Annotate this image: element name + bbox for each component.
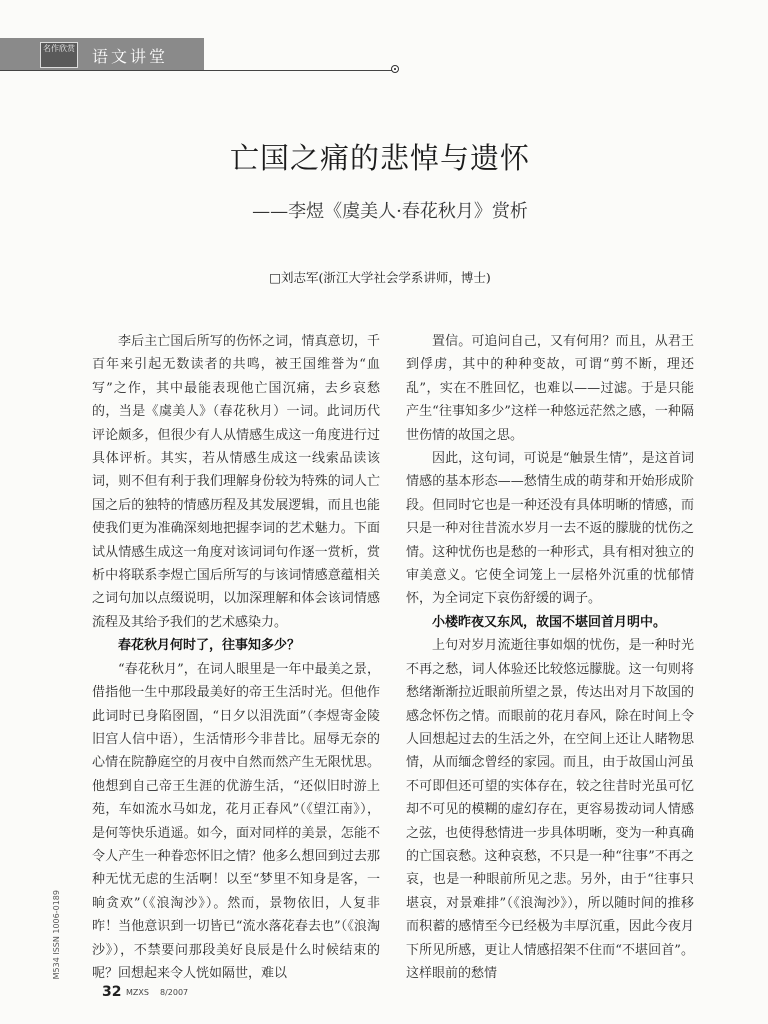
paragraph: 李后主亡国后所写的伤怀之词，情真意切，千百年来引起无数读者的共鸣，被王国维誉为“血写”之作，其中最能表现他亡国沉痛，去乡哀愁的，当是《虞美人》（春花秋月）一词。此词历代评论颇多，但很少有人从情感生成这一角度进行过具体评析。其实，若从情感生成这一线索品读该词，则不但有利于我们理解身份较为特殊的词人亡国之后的独特的情感历程及其发展逻辑，而且也能使我们更为准确深刻地把握李词的艺术魅力。下面试从情感生成这一角度对该词词句作逐一赏析，赏析中将联系李煜亡国后所写的与该词情感意蕴相关之词句加以点缀说明，以加深理解和体会该词情感流程及其给予我们的艺术感染力。: [92, 334, 380, 630]
left-column: [92, 330, 380, 985]
section-heading: 春花秋月何时了，往事知多少？: [118, 638, 301, 654]
article-title: 亡国之痛的悲悼与遗怀: [229, 141, 530, 175]
page-number: 32: [102, 984, 122, 1000]
section-heading: 小楼昨夜又东风，故国不堪回首月明中。: [432, 614, 667, 630]
issn-label: M534 ISSN 1006-0189: [52, 890, 61, 980]
journal-abbreviation: MZXS: [126, 988, 149, 997]
paragraph: 上句对岁月流逝往事如烟的忧伤，是一种时光不再之愁，词人体验还比较悠远朦胧。这一句则将愁绪渐渐拉近眼前所望之景，传达出对月下故国的感念怀伤之情。而眼前的花月春风，除在时间上令人回想起过去的生活之外，在空间上还让人睹物思情，从而缅念曾经的家园。而且，由于故国山河虽不可即但还可望的实体存在，较之往昔时光虽可忆却不可见的模糊的虚幻存在，更容易拨动词人情感之弦，也使得愁情进一步具体明晰，变为一种真确的亡国哀愁。这种哀愁，不只是一种“往事”不再之哀，也是一种眼前所见之悲。另外，由于“往事只堪哀，对景难排”（《浪淘沙》），所以随时间的推移而积蓄的感情至今已经极为丰厚沉重，因此今夜月下所见所感，更让人情感招架不住而“不堪回首”。这样眼前的愁情: [406, 638, 694, 981]
column-name: 语文讲堂: [92, 47, 169, 66]
header-rule: [0, 70, 396, 71]
journal-logo: 名作欣赏: [40, 42, 78, 68]
issue-number: 8/2007: [160, 988, 189, 997]
paragraph: 置信。可追问自己，又有何用？而且，从君王到俘虏，其中的种种变故，可谓“剪不断，理还乱”，实在不胜回忆，也难以——过滤。于是只能产生“往事知多少”这样一种悠远茫然之感，一种隔世伤情的故国之思。: [406, 334, 694, 443]
article-author: □刘志军(浙江大学社会学系讲师，博士): [269, 270, 491, 285]
paragraph: “春花秋月”，在词人眼里是一年中最美之景，借指他一生中那段最美好的帝王生活时光。但他作此词时已身陷囹圄，“日夕以泪洗面”（李煜寄金陵旧宫人信中语），生活情形今非昔比。屈辱无奈的心情在院静庭空的月夜中自然而然产生无限忧思。他想到自己帝王生涯的优游生活，“还似旧时游上苑，车如流水马如龙，花月正春风”（《望江南》），是何等快乐逍遥。如今，面对同样的美景，怎能不令人产生一种眷恋怀旧之情？他多么想回到过去那种无忧无虑的生活啊！以至“梦里不知身是客，一晌贪欢”（《浪淘沙》）。然而，景物依旧，人复非昨！当他意识到一切皆已“流水落花春去也”（《浪淘沙》），不禁要问那段美好良辰是什么时候结束的呢？回想起来令人恍如隔世，难以: [92, 661, 380, 981]
right-column: [406, 330, 694, 985]
article-subtitle: ——李煜《虞美人·春花秋月》赏析: [252, 201, 528, 222]
paragraph: 因此，这句词，可说是“触景生情”，是这首词情感的基本形态——愁情生成的萌芽和开始形成阶段。但同时它也是一种还没有具体明晰的情感，而只是一种对往昔流水岁月一去不返的朦胧的忧伤之情。这种忧伤也是愁的一种形式，具有相对独立的审美意义。它使全词笼上一层格外沉重的忧郁情怀，为全词定下哀伤舒缓的调子。: [406, 451, 694, 607]
header-ornament-icon: [391, 65, 399, 73]
